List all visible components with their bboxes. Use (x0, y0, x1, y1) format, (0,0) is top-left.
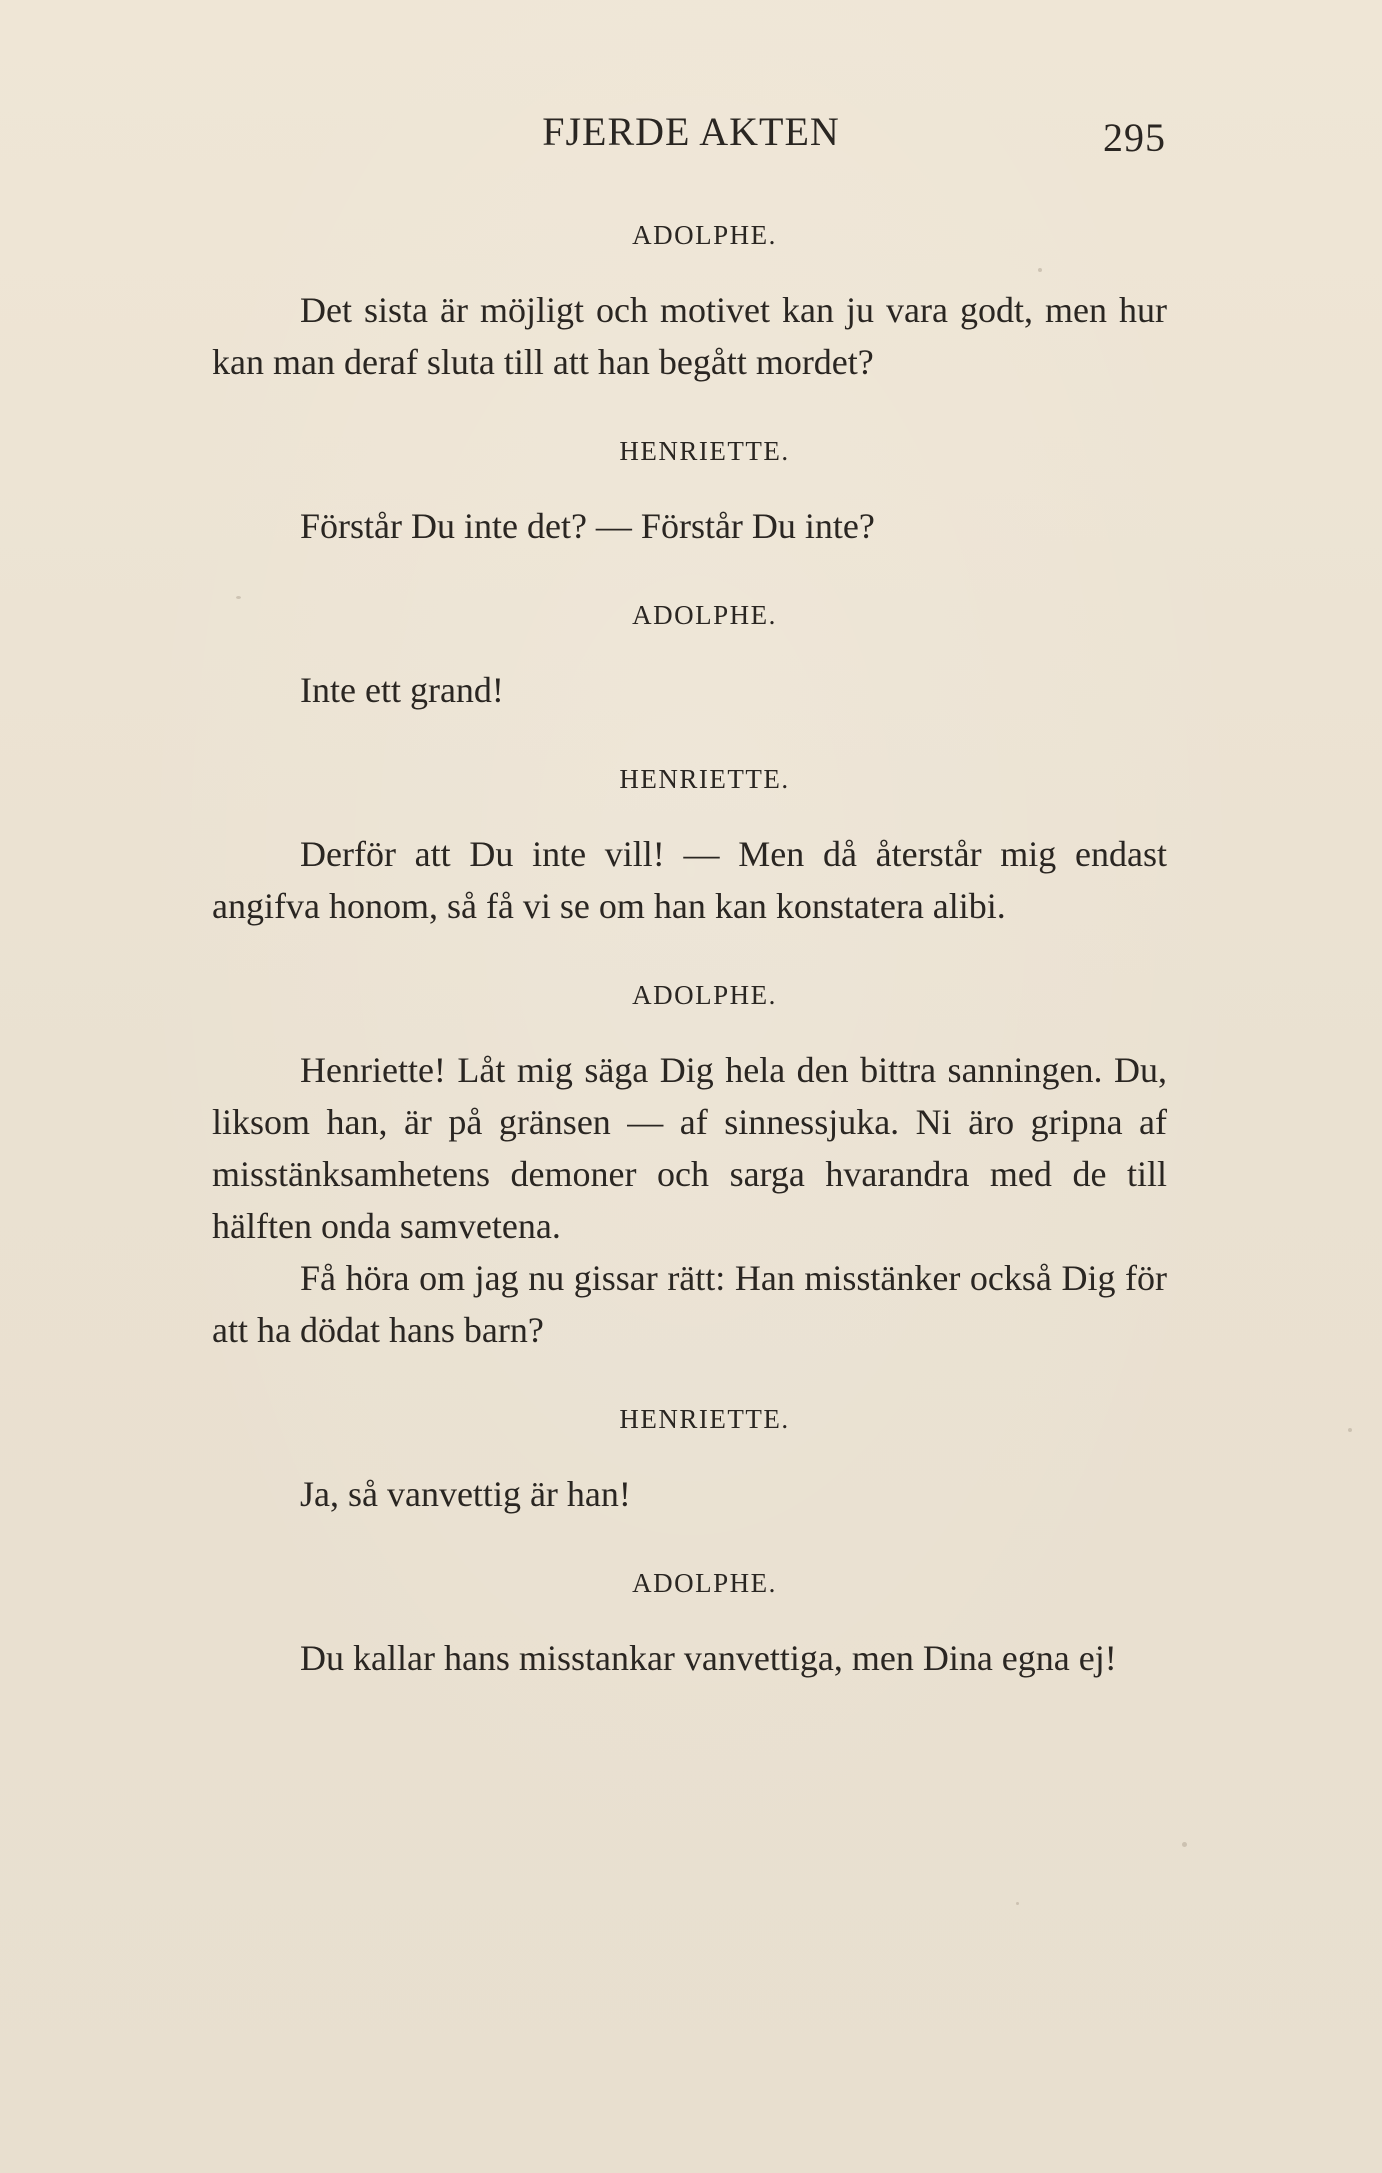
speech-paragraph: Ja, så vanvettig är han! (300, 1474, 631, 1514)
speaker-name: HENRIETTE. (619, 764, 790, 794)
speech-paragraph: Förstår Du inte det? — Förstår Du inte? (300, 506, 875, 546)
speaker-name: HENRIETTE. (619, 436, 790, 466)
paper-speck (1016, 1902, 1019, 1905)
speech-paragraph: Henriette! Låt mig säga Dig hela den bittra sanningen. Du, liksom han, är på gränsen — af sinnessjuka. Ni äro gripna af misstänksamhetens demoner och sarga hvarandra med de till hälften onda samvetena. (212, 1050, 1167, 1246)
paper-speck (1182, 1842, 1187, 1847)
running-head (0, 108, 1382, 168)
dialogue-text (212, 210, 1167, 1684)
speaker-name: HENRIETTE. (619, 1404, 790, 1434)
paper-speck (1038, 268, 1042, 272)
speaker-name: ADOLPHE. (632, 600, 777, 630)
speech-paragraph: Derför att Du inte vill! — Men då återstår mig endast angifva honom, så få vi se om han kan konstatera alibi. (212, 834, 1167, 926)
speaker-name: ADOLPHE. (632, 980, 777, 1010)
speech-paragraph: Inte ett grand! (300, 670, 504, 710)
paper-speck (1348, 1428, 1352, 1432)
speaker-name: ADOLPHE. (632, 1568, 777, 1598)
page-number: 295 (1103, 115, 1166, 160)
speaker-name: ADOLPHE. (632, 220, 777, 250)
running-title: FJERDE AKTEN (542, 109, 840, 154)
speech-paragraph: Du kallar hans misstankar vanvettiga, men Dina egna ej! (300, 1638, 1117, 1678)
paper-speck (236, 596, 241, 599)
speech-paragraph: Det sista är möjligt och motivet kan ju vara godt, men hur kan man deraf sluta till att han begått mordet? (212, 290, 1167, 382)
speech-paragraph: Få höra om jag nu gissar rätt: Han misstänker också Dig för att ha dödat hans barn? (212, 1258, 1167, 1350)
